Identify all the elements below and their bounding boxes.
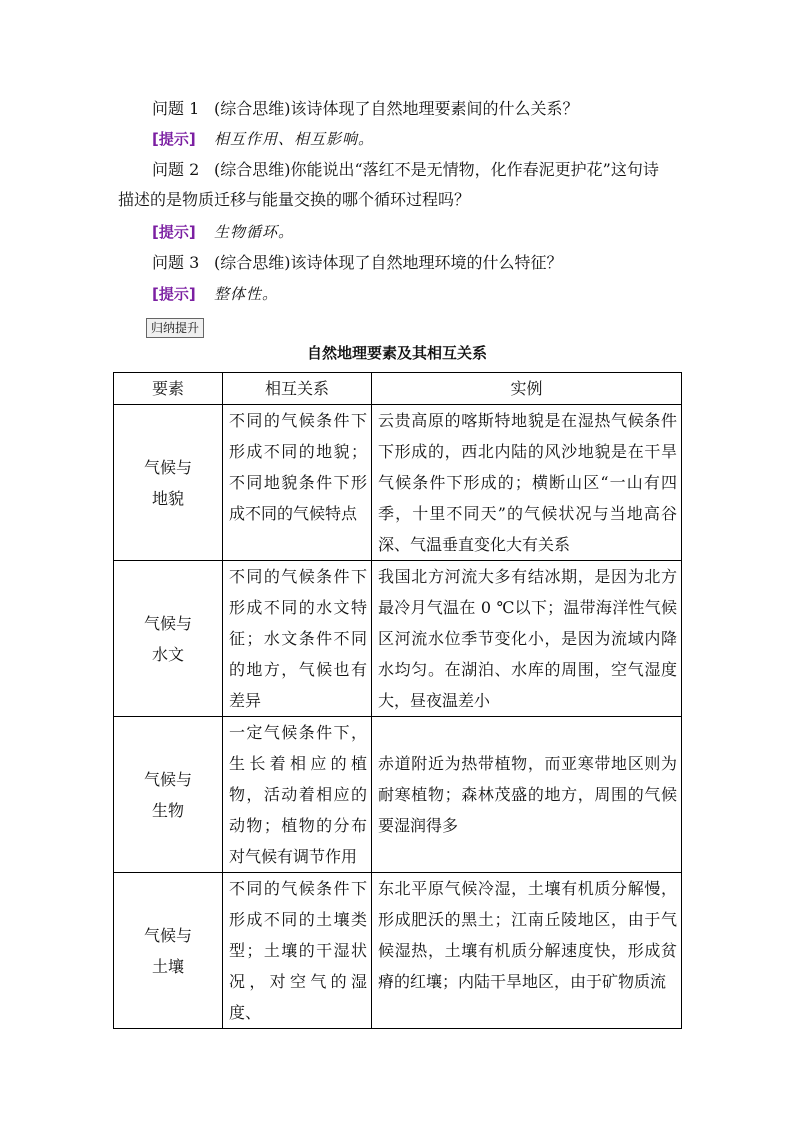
element-cell	[114, 561, 223, 717]
element-text: 气候与 土壤	[143, 925, 192, 976]
summary-badge: 归纳提升	[146, 318, 204, 338]
element-text: 气候与 生物	[143, 769, 192, 820]
element-text: 气候与 水文	[143, 613, 192, 664]
question-text: (综合思维)该诗体现了自然地理要素间的什么关系？	[214, 99, 579, 118]
header-relation: 相互关系	[223, 373, 372, 405]
question-text: (综合思维)你能说出“落红不是无情物，化作春泥更护花”这句诗	[214, 160, 659, 179]
table-row	[114, 405, 682, 561]
hint-2	[152, 221, 294, 243]
table-header-row	[114, 373, 682, 405]
question-number: 问题 2	[152, 160, 200, 179]
question-3	[152, 252, 563, 274]
relations-table	[113, 372, 682, 1029]
relation-cell: 不同的气候条件下形成不同的地貌；不同地貌条件下形成不同的气候特点	[223, 405, 372, 561]
element-text: 气候与 地貌	[143, 457, 192, 508]
relation-cell: 不同的气候条件下形成不同的水文特征；水文条件不同的地方，气候也有差异	[223, 561, 372, 717]
hint-label: [提示]	[152, 223, 196, 241]
question-text: (综合思维)该诗体现了自然地理环境的什么特征？	[214, 253, 563, 272]
hint-answer: 相互作用、相互影响。	[214, 130, 375, 148]
hint-answer: 生物循环。	[214, 223, 295, 241]
question-number: 问题 3	[152, 253, 200, 272]
hint-label: [提示]	[152, 285, 196, 303]
relation-cell: 一定气候条件下，生长着相应的植物，活动着相应的动物；植物的分布对气候有调节作用	[223, 717, 372, 873]
hint-1	[152, 128, 374, 150]
hint-3	[152, 283, 278, 305]
table-row	[114, 717, 682, 873]
header-element: 要素	[114, 373, 223, 405]
hint-label: [提示]	[152, 130, 196, 148]
table-title: 自然地理要素及其相互关系	[306, 344, 487, 362]
table-row	[114, 561, 682, 717]
example-cell: 我国北方河流大多有结冰期，是因为北方最冷月气温在 0 ℃以下；温带海洋性气候区河流水位季节变化小，是因为流域内降水均匀。在湖泊、水库的周围，空气湿度大，昼夜温差小	[372, 561, 682, 717]
element-cell	[114, 717, 223, 873]
question-number: 问题 1	[152, 99, 200, 118]
example-cell: 东北平原气候冷湿，土壤有机质分解慢，形成肥沃的黑土；江南丘陵地区，由于气候湿热，土壤有机质分解速度快，形成贫瘠的红壤；内陆干旱地区，由于矿物质流	[372, 873, 682, 1029]
question-2	[152, 159, 659, 181]
example-cell: 云贵高原的喀斯特地貌是在湿热气候条件下形成的，西北内陆的风沙地貌是在干旱气候条件下形成的；横断山区“一山有四季，十里不同天”的气候状况与当地高谷深、气温垂直变化大有关系	[372, 405, 682, 561]
relation-cell: 不同的气候条件下形成不同的土壤类型；土壤的干湿状况，对空气的湿度、	[223, 873, 372, 1029]
element-cell	[114, 405, 223, 561]
example-cell: 赤道附近为热带植物，而亚寒带地区则为耐寒植物；森林茂盛的地方，周围的气候要湿润得多	[372, 717, 682, 873]
hint-answer: 整体性。	[214, 285, 279, 303]
question-1	[152, 98, 579, 120]
element-cell	[114, 873, 223, 1029]
question-2-continuation: 描述的是物质迁移与能量交换的哪个循环过程吗？	[118, 190, 471, 209]
table-row	[114, 873, 682, 1029]
header-example: 实例	[372, 373, 682, 405]
